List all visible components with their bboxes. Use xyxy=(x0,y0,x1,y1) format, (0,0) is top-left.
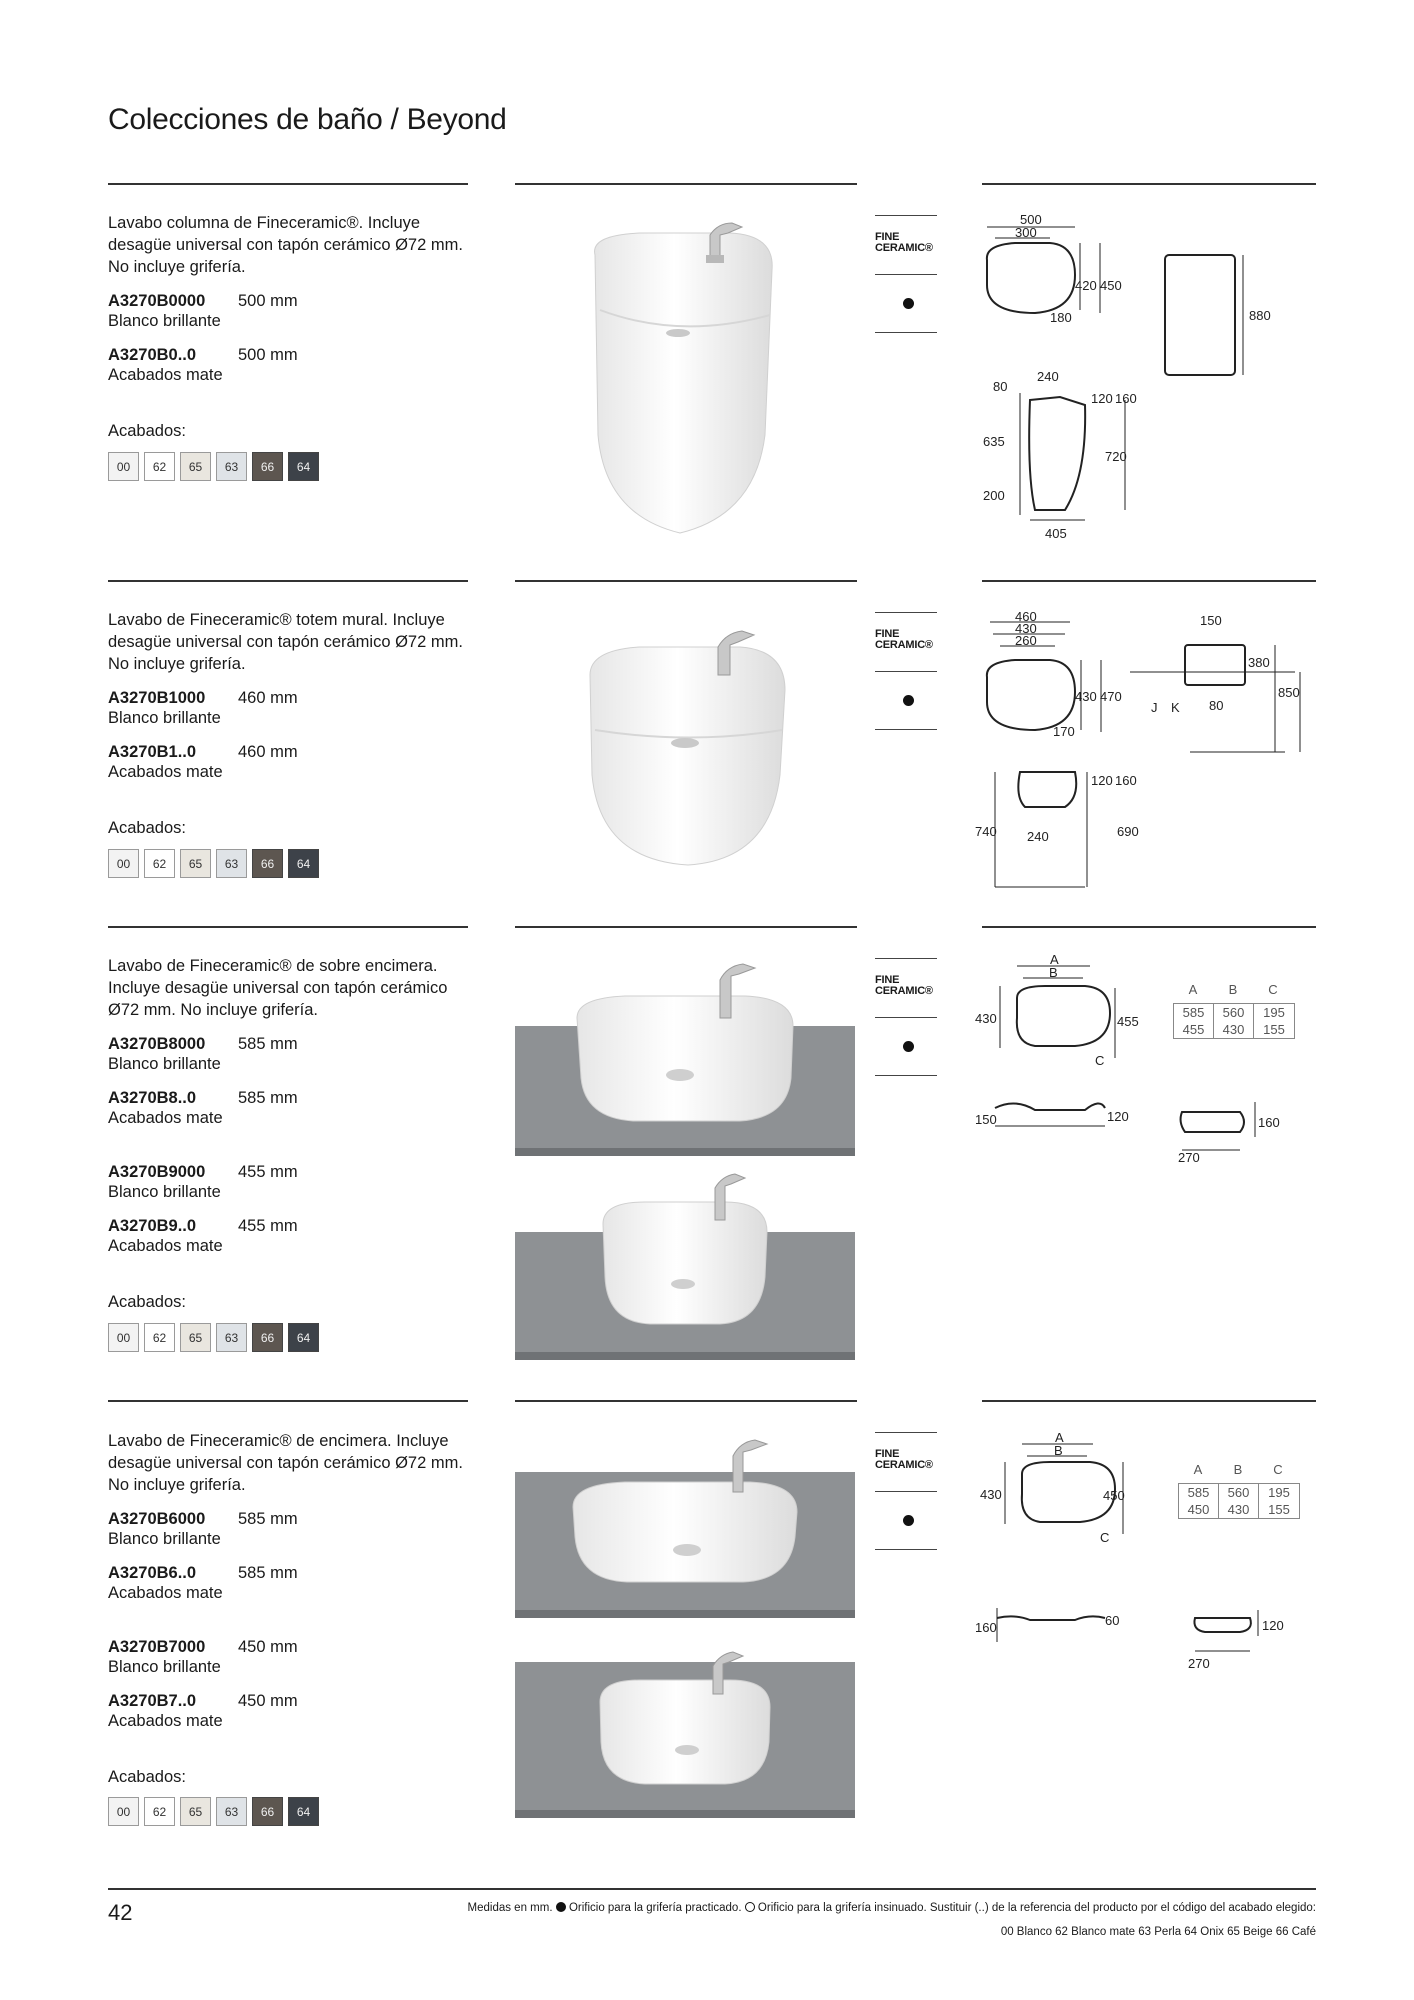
dimension-label: 460 xyxy=(1015,609,1037,624)
product-size: 450 mm xyxy=(238,1638,298,1656)
divider xyxy=(982,580,1316,582)
table-header: B xyxy=(1233,1462,1243,1477)
dimension-label: A xyxy=(1050,952,1059,967)
product-code: A3270B9000 xyxy=(108,1163,206,1181)
dimension-label: 180 xyxy=(1050,310,1072,325)
product-size: 450 mm xyxy=(238,1692,298,1710)
finishes-label: Acabados: xyxy=(108,819,186,837)
page-number: 42 xyxy=(108,1900,133,1925)
dimension-label: C xyxy=(1100,1530,1110,1545)
product-finish: Acabados mate xyxy=(108,366,223,384)
dimension-label: 450 xyxy=(1103,1488,1125,1503)
product-size: 585 mm xyxy=(238,1564,298,1582)
product-finish: Blanco brillante xyxy=(108,312,221,330)
table-cell: 430 xyxy=(1214,1021,1254,1038)
finish-code-legend: 00 Blanco 62 Blanco mate 63 Perla 64 Onix 65 Beige 66 Café xyxy=(1000,1926,1316,1938)
finish-swatch-65: 65 xyxy=(180,452,211,481)
divider xyxy=(515,183,857,185)
finish-swatch-65: 65 xyxy=(180,1797,211,1826)
dimension-label: 270 xyxy=(1178,1150,1200,1165)
dimension-label: 405 xyxy=(1045,526,1067,541)
table-header: A xyxy=(1188,982,1198,997)
finish-swatch-62: 62 xyxy=(144,1797,175,1826)
product-reference xyxy=(108,1691,408,1731)
product-code: A3270B1000 xyxy=(108,689,206,707)
dimension-label: 720 xyxy=(1105,449,1127,464)
dimension-label: 635 xyxy=(983,434,1005,449)
dimension-label: K xyxy=(1171,700,1180,715)
product-size: 460 mm xyxy=(238,689,298,707)
finishes-label: Acabados: xyxy=(108,1768,186,1786)
product-code: A3270B0000 xyxy=(108,292,206,310)
dimension-label: 740 xyxy=(975,824,997,839)
divider xyxy=(515,580,857,582)
dimension-label: 160 xyxy=(1115,773,1137,788)
countertop-basin-photo-small xyxy=(515,1172,855,1367)
product-code: A3270B1..0 xyxy=(108,743,197,761)
inset-basin-photo-small xyxy=(515,1652,855,1820)
dimension-label: 455 xyxy=(1117,1014,1139,1029)
product-reference xyxy=(108,688,408,728)
dimension-label: 880 xyxy=(1249,308,1271,323)
technical-drawing xyxy=(975,212,1315,545)
dimension-label: 420 xyxy=(1075,278,1097,293)
product-size: 460 mm xyxy=(238,743,298,761)
totem-basin-photo xyxy=(570,615,800,875)
tap-hole-open-icon xyxy=(745,1902,755,1912)
dimension-table xyxy=(1178,1462,1300,1519)
product-reference xyxy=(108,1563,408,1603)
footer-note-prefix: Medidas en mm. xyxy=(467,1902,553,1914)
fine-ceramic-label: FINE xyxy=(875,1448,900,1460)
dimension-label: A xyxy=(1055,1430,1064,1445)
product-reference xyxy=(108,1637,408,1677)
product-code: A3270B6..0 xyxy=(108,1564,197,1582)
finish-swatch-64: 64 xyxy=(288,1323,319,1352)
table-cell: 585 xyxy=(1179,1484,1219,1501)
finish-swatches xyxy=(108,452,319,481)
dimension-label: 270 xyxy=(1188,1656,1210,1671)
finishes-label: Acabados: xyxy=(108,1293,186,1311)
dimension-label: 500 xyxy=(1020,212,1042,227)
inset-basin-photo-large xyxy=(515,1432,855,1622)
dimension-label: 120 xyxy=(1091,773,1113,788)
finish-swatch-62: 62 xyxy=(144,452,175,481)
dimension-label: 260 xyxy=(1015,633,1037,648)
column-basin-photo xyxy=(560,215,800,545)
dimension-table xyxy=(1173,982,1295,1039)
technical-drawing-side xyxy=(1170,1092,1290,1172)
table-cell: 450 xyxy=(1179,1501,1219,1518)
fine-ceramic-label: CERAMIC® xyxy=(875,985,933,997)
finish-swatch-63: 63 xyxy=(216,1797,247,1826)
finish-swatch-63: 63 xyxy=(216,849,247,878)
fine-ceramic-label: FINE xyxy=(875,628,900,640)
technical-drawing xyxy=(975,609,1315,897)
dimension-label: 120 xyxy=(1107,1109,1129,1124)
tap-hole-filled-icon xyxy=(903,1515,914,1526)
finish-swatch-00: 00 xyxy=(108,1797,139,1826)
fine-ceramic-label: CERAMIC® xyxy=(875,639,933,651)
dimension-label: 120 xyxy=(1091,391,1113,406)
footer-note-filled: Orificio para la grifería practicado. xyxy=(568,1902,742,1914)
finish-swatches xyxy=(108,1323,319,1352)
product-finish: Blanco brillante xyxy=(108,1530,221,1548)
dimension-label: 450 xyxy=(1100,278,1122,293)
divider xyxy=(515,1400,857,1402)
product-code: A3270B7..0 xyxy=(108,1692,197,1710)
product-description: Lavabo de Fineceramic® totem mural. Incluye desagüe universal con tapón cerámico Ø72 mm. No incluye grifería. xyxy=(108,611,463,673)
table-cell: 455 xyxy=(1174,1021,1214,1038)
finish-swatch-62: 62 xyxy=(144,1323,175,1352)
product-size: 500 mm xyxy=(238,292,298,310)
countertop-basin-photo-large xyxy=(515,958,855,1164)
table-header: C xyxy=(1268,982,1278,997)
dimension-label: 430 xyxy=(975,1011,997,1026)
divider xyxy=(515,926,857,928)
tap-hole-filled-icon xyxy=(903,1041,914,1052)
finish-swatch-62: 62 xyxy=(144,849,175,878)
dimension-label: 300 xyxy=(1015,225,1037,240)
product-reference xyxy=(108,1162,408,1202)
product-code: A3270B7000 xyxy=(108,1638,206,1656)
technical-drawing-side xyxy=(1180,1606,1300,1686)
divider xyxy=(108,183,468,185)
finish-swatch-65: 65 xyxy=(180,1323,211,1352)
dimension-label: 240 xyxy=(1027,829,1049,844)
finish-swatches xyxy=(108,849,319,878)
dimension-label: 200 xyxy=(983,488,1005,503)
fine-ceramic-badge xyxy=(875,1432,937,1550)
dimension-label: 690 xyxy=(1117,824,1139,839)
product-finish: Blanco brillante xyxy=(108,1658,221,1676)
product-reference xyxy=(108,742,408,782)
dimension-label: 240 xyxy=(1037,369,1059,384)
product-code: A3270B0..0 xyxy=(108,346,197,364)
product-code: A3270B9..0 xyxy=(108,1217,197,1235)
product-finish: Acabados mate xyxy=(108,1712,223,1730)
table-cell: 560 xyxy=(1219,1484,1259,1501)
table-cell: 195 xyxy=(1268,1485,1290,1500)
tap-hole-filled-icon xyxy=(556,1902,566,1912)
product-finish: Blanco brillante xyxy=(108,1055,221,1073)
dimension-label: 850 xyxy=(1278,685,1300,700)
finish-swatch-63: 63 xyxy=(216,452,247,481)
dimension-label: B xyxy=(1049,965,1058,980)
dimension-label: 150 xyxy=(1200,613,1222,628)
dimension-label: J xyxy=(1151,700,1158,715)
table-cell: 155 xyxy=(1263,1022,1285,1037)
product-size: 455 mm xyxy=(238,1163,298,1181)
table-cell: 560 xyxy=(1214,1004,1254,1021)
finish-swatch-64: 64 xyxy=(288,452,319,481)
dimension-label: 60 xyxy=(1105,1613,1120,1628)
product-description: Lavabo columna de Fineceramic®. Incluye desagüe universal con tapón cerámico Ø72 mm. No incluye grifería. xyxy=(108,214,463,276)
table-cell: 585 xyxy=(1174,1004,1214,1021)
dimension-label: 430 xyxy=(1015,621,1037,636)
dimension-label: C xyxy=(1095,1053,1105,1068)
finish-swatch-65: 65 xyxy=(180,849,211,878)
dimension-label: 80 xyxy=(1209,698,1224,713)
dimension-label: 430 xyxy=(980,1487,1002,1502)
dimension-label: 170 xyxy=(1053,724,1075,739)
dimension-label: 430 xyxy=(1075,689,1097,704)
tap-hole-filled-icon xyxy=(903,695,914,706)
fine-ceramic-badge xyxy=(875,612,937,730)
table-header: C xyxy=(1273,1462,1283,1477)
fine-ceramic-label: FINE xyxy=(875,974,900,986)
product-reference xyxy=(108,1509,408,1549)
finish-swatch-66: 66 xyxy=(252,1323,283,1352)
divider xyxy=(108,1400,468,1402)
product-reference xyxy=(108,345,408,385)
technical-drawing xyxy=(975,952,1139,1158)
dimension-label: 150 xyxy=(975,1112,997,1127)
product-size: 585 mm xyxy=(238,1510,298,1528)
finish-swatch-64: 64 xyxy=(288,849,319,878)
dimension-label: 470 xyxy=(1100,689,1122,704)
dimension-label: 160 xyxy=(975,1620,997,1635)
divider xyxy=(982,926,1316,928)
dimension-label: 160 xyxy=(1115,391,1137,406)
product-code: A3270B8000 xyxy=(108,1035,206,1053)
finish-swatch-00: 00 xyxy=(108,849,139,878)
product-description: Lavabo de Fineceramic® de sobre encimera. Incluye desagüe universal con tapón cerámico Ø72 mm. No incluye grifería. xyxy=(108,957,448,1019)
product-reference xyxy=(108,291,408,331)
product-code: A3270B6000 xyxy=(108,1510,206,1528)
fine-ceramic-badge xyxy=(875,958,937,1076)
finishes-label: Acabados: xyxy=(108,422,186,440)
product-finish: Acabados mate xyxy=(108,763,223,781)
dimension-label: B xyxy=(1054,1443,1063,1458)
footer-note-open: Orificio para la grifería insinuado. Sustituir (..) de la referencia del producto por el código del acabado elegido: xyxy=(757,1902,1316,1914)
product-finish: Blanco brillante xyxy=(108,709,221,727)
table-cell: 195 xyxy=(1263,1005,1285,1020)
finish-swatch-66: 66 xyxy=(252,849,283,878)
page-title: Colecciones de baño / Beyond xyxy=(108,103,507,136)
technical-drawing xyxy=(975,1432,1135,1652)
finish-swatches xyxy=(108,1797,319,1826)
divider xyxy=(108,580,468,582)
product-reference xyxy=(108,1088,408,1128)
product-size: 500 mm xyxy=(238,346,298,364)
product-finish: Blanco brillante xyxy=(108,1183,221,1201)
dimension-label: 120 xyxy=(1262,1618,1284,1633)
tap-hole-filled-icon xyxy=(903,298,914,309)
finish-swatch-00: 00 xyxy=(108,1323,139,1352)
finish-swatch-00: 00 xyxy=(108,452,139,481)
finish-swatch-64: 64 xyxy=(288,1797,319,1826)
dimension-label: 380 xyxy=(1248,655,1270,670)
table-cell: 430 xyxy=(1219,1501,1259,1518)
product-description: Lavabo de Fineceramic® de encimera. Incluye desagüe universal con tapón cerámico Ø72 mm. No incluye grifería. xyxy=(108,1432,463,1494)
product-size: 585 mm xyxy=(238,1035,298,1053)
product-reference xyxy=(108,1216,408,1256)
fine-ceramic-label: CERAMIC® xyxy=(875,242,933,254)
footer-legend xyxy=(468,1902,1316,1914)
finish-swatch-66: 66 xyxy=(252,452,283,481)
finish-swatch-63: 63 xyxy=(216,1323,247,1352)
dimension-label: 80 xyxy=(993,379,1008,394)
product-finish: Acabados mate xyxy=(108,1237,223,1255)
table-cell: 155 xyxy=(1268,1502,1290,1517)
table-header: B xyxy=(1228,982,1238,997)
product-size: 455 mm xyxy=(238,1217,298,1235)
dimension-label: 160 xyxy=(1258,1115,1280,1130)
fine-ceramic-label: CERAMIC® xyxy=(875,1459,933,1471)
fine-ceramic-badge xyxy=(875,215,937,333)
product-finish: Acabados mate xyxy=(108,1584,223,1602)
product-reference xyxy=(108,1034,408,1074)
product-code: A3270B8..0 xyxy=(108,1089,197,1107)
product-size: 585 mm xyxy=(238,1089,298,1107)
fine-ceramic-label: FINE xyxy=(875,231,900,243)
product-finish: Acabados mate xyxy=(108,1109,223,1127)
divider xyxy=(982,1400,1316,1402)
finish-swatch-66: 66 xyxy=(252,1797,283,1826)
table-header: A xyxy=(1193,1462,1203,1477)
divider xyxy=(108,926,468,928)
footer-divider xyxy=(108,1888,1316,1890)
divider xyxy=(982,183,1316,185)
